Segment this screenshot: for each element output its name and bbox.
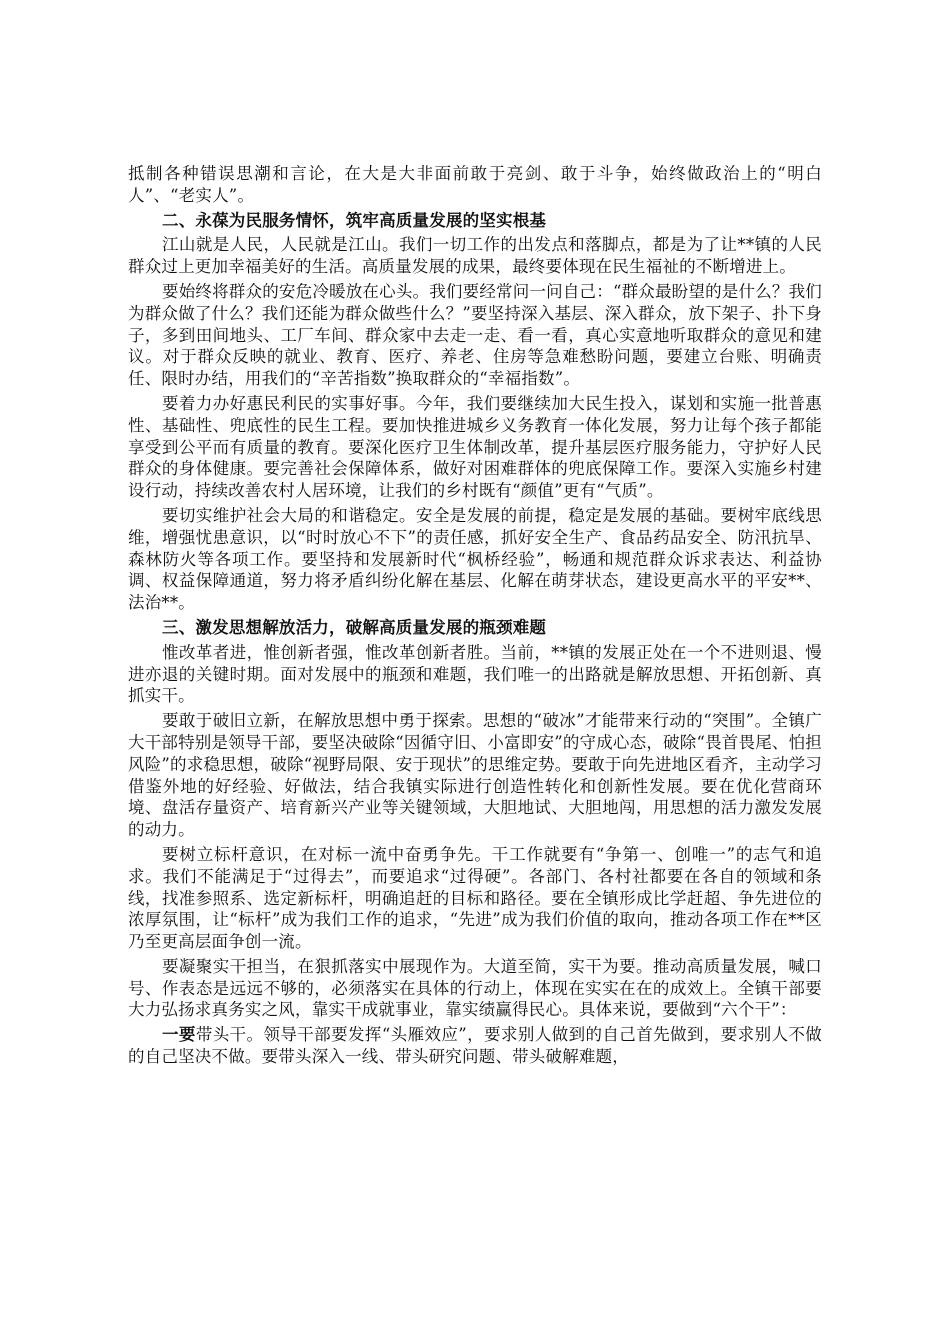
paragraph: 惟改革者进，惟创新者强，惟改革创新者胜。当前，**镇的发展正处在一个不进则退、慢进亦退的关键时期。面对发展中的瓶颈和难题，我们唯一的出路就是解放思想、开拓创新、真抓实干。 <box>128 642 822 706</box>
section-heading-2: 二、永葆为民服务情怀，筑牢高质量发展的坚实根基 <box>162 210 547 230</box>
lead-text: 带头干。领导干部要发挥“头雁效应”，要求别人做到的自己首先做到，要求别人不做的自己坚决不做。要带头深入一线、带头研究问题、带头破解难题， <box>128 1025 822 1067</box>
paragraph: 要敢于破旧立新，在解放思想中勇于探索。思想的“破冰”才能带来行动的“突围”。全镇广大干部特别是领导干部，要坚决破除“因循守旧、小富即安”的守成心态，破除“畏首畏尾、怕担风险”的求稳思想，破除“视野局限、安于现状”的思维定势。要敢于向先进地区看齐，主动学习借鉴外地的好经验、好做法，结合我镇实际进行创造性转化和创新性发展。要在优化营商环境、盘活存量资产、培育新兴产业等关键领域，大胆地试、大胆地闯，用思想的活力激发发展的动力。 <box>128 711 822 840</box>
paragraph: 要始终将群众的安危冷暖放在心头。我们要经常问一问自己：“群众最盼望的是什么？我们为群众做了什么？我们还能为群众做些什么？”要坚持深入基层、深入群众，放下架子、扑下身子，多到田间地头、工厂车间、群众家中去走一走、看一看，真心实意地听取群众的意见和建议。对于群众反映的就业、教育、医疗、养老、住房等急难愁盼问题，要建立台账、明确责任、限时办结，用我们的“辛苦指数”换取群众的“幸福指数”。 <box>128 281 822 389</box>
paragraph: 要着力办好惠民利民的实事好事。今年，我们要继续加大民生投入，谋划和实施一批普惠性、基础性、兜底性的民生工程。要加快推进城乡义务教育一体化发展，努力让每个孩子都能享受到公平而有质量的教育。要深化医疗卫生体制改革，提升基层医疗服务能力，守护好人民群众的身体健康。要完善社会保障体系，做好对困难群体的兜底保障工作。要深入实施乡村建设行动，持续改善农村人居环境，让我们的乡村既有“颜值”更有“气质”。 <box>128 393 822 501</box>
paragraph: 要凝聚实干担当，在狠抓落实中展现作为。大道至简，实干为要。推动高质量发展，喊口号、作表态是远远不够的，必须落实在具体的行动上，体现在实实在在的成效上。全镇干部要大力弘扬求真务实之风，靠实干成就事业，靠实绩赢得民心。具体来说，要做到“六个干”： <box>128 956 822 1020</box>
paragraph: 要切实维护社会大局的和谐稳定。安全是发展的前提，稳定是发展的基础。要树牢底线思维，增强忧患意识，以“时时放心不下”的责任感，抓好安全生产、食品药品安全、防汛抗旱、森林防火等各项工作。要坚持和发展新时代“枫桥经验”，畅通和规范群众诉求表达、利益协调、权益保障通道，努力将矛盾纠纷化解在基层、化解在萌芽状态，建设更高水平的平安**、法治**。 <box>128 505 822 613</box>
section-heading-3: 三、激发思想解放活力，破解高质量发展的瓶颈难题 <box>162 617 547 637</box>
paragraph: 要树立标杆意识，在对标一流中奋勇争先。干工作就要有“争第一、创唯一”的志气和追求。我们不能满足于“过得去”，而要追求“过得硬”。各部门、各村社都要在各自的领域和条线，找准参照系、选定新标杆，明确追赶的目标和路径。要在全镇形成比学赶超、争先进位的浓厚氛围，让“标杆”成为我们工作的追求，“先进”成为我们价值的取向，推动各项工作在**区乃至更高层面争创一流。 <box>128 844 822 952</box>
paragraph: 江山就是人民，人民就是江山。我们一切工作的出发点和落脚点，都是为了让**镇的人民群众过上更加幸福美好的生活。高质量发展的成果，最终要体现在民生福祉的不断增进上。 <box>128 235 822 277</box>
paragraph: 抵制各种错误思潮和言论，在大是大非面前敢于亮剑、敢于斗争，始终做政治上的“明白人”、“老实人”。 <box>128 164 822 205</box>
paragraph-lead <box>128 1024 822 1068</box>
lead-term: 一要 <box>162 1025 196 1045</box>
document-body <box>128 163 822 1071</box>
